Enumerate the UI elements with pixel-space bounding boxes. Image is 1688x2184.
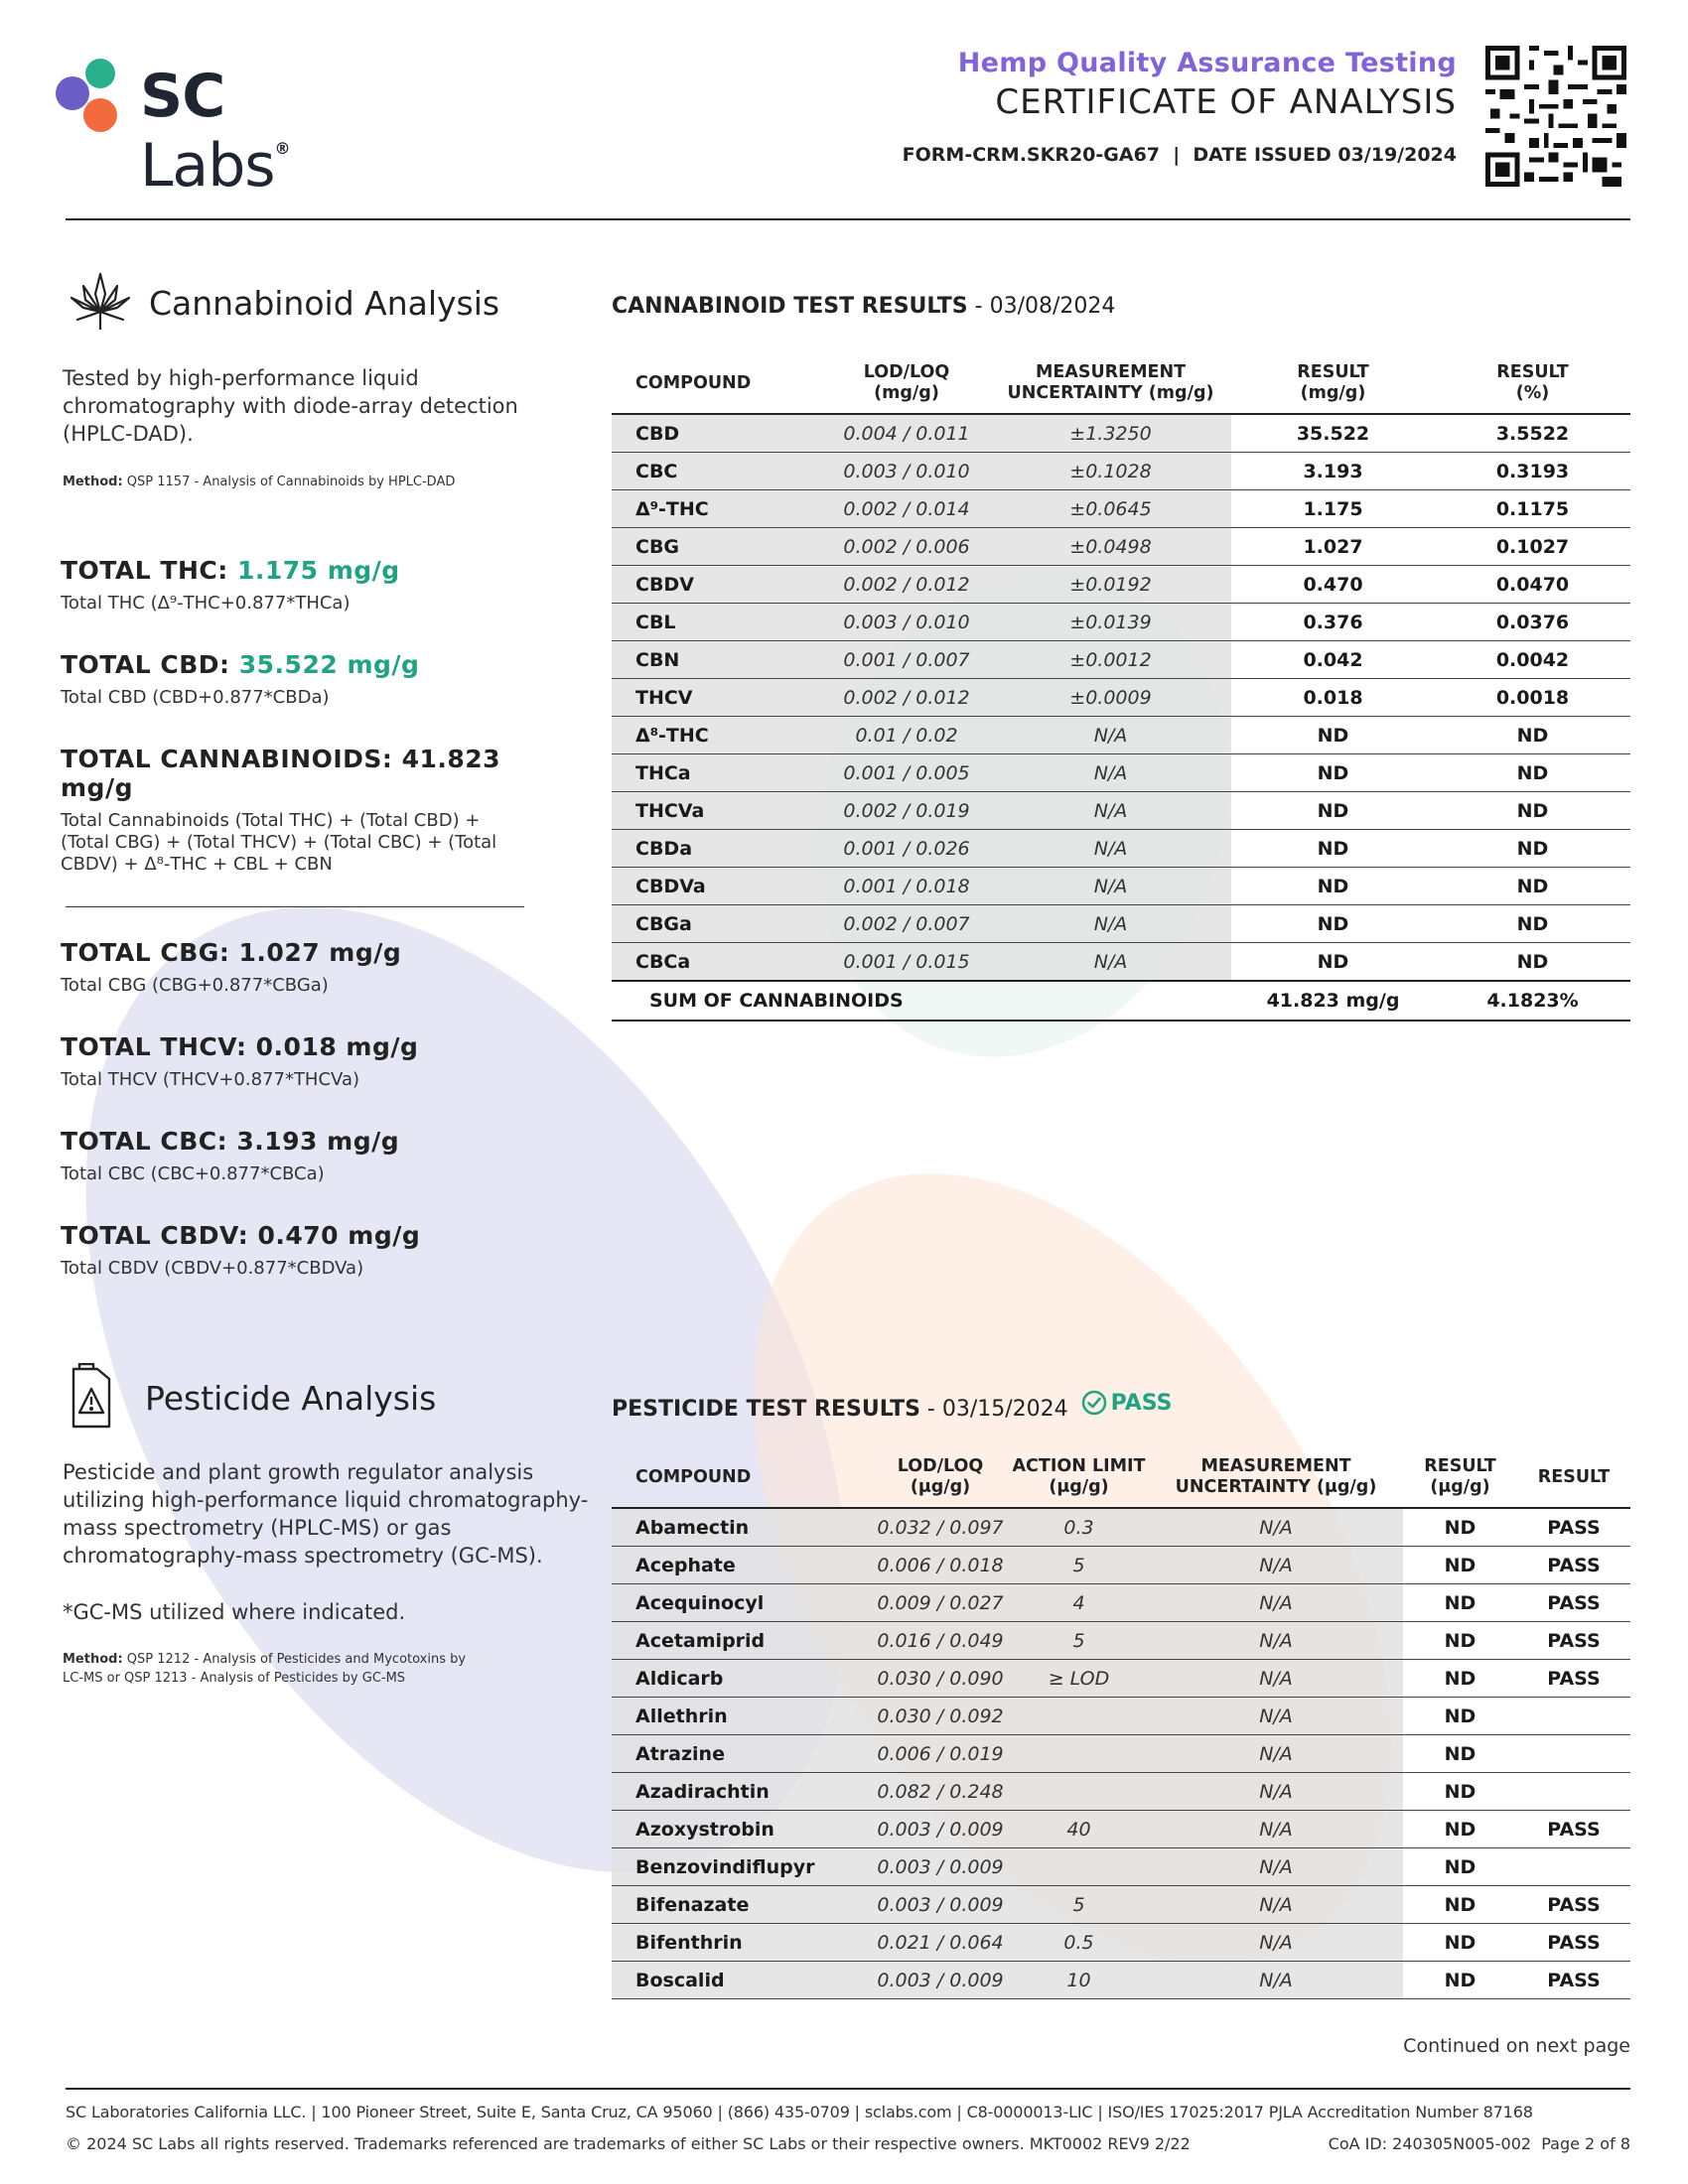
pesticide-container-icon <box>66 1363 117 1433</box>
table-row: Acequinocyl 0.009 / 0.027 4 N/A ND PASS <box>612 1584 1630 1622</box>
table-row: THCVa 0.002 / 0.019 N/A ND ND <box>612 792 1630 830</box>
total-cbg: TOTAL CBG: 1.027 mg/g Total CBG (CBG+0.877*CBGa) <box>61 938 402 996</box>
header-titles <box>903 48 1457 166</box>
header-kicker: Hemp Quality Assurance Testing <box>957 48 1457 78</box>
table-row: CBL 0.003 / 0.010 ±0.0139 0.376 0.0376 <box>612 604 1630 641</box>
cannabinoid-method: Method: QSP 1157 - Analysis of Cannabinoids by HPLC-DAD <box>63 475 456 489</box>
form-issue-line: FORM-CRM.SKR20-GA67 | DATE ISSUED 03/19/2024 <box>902 144 1457 166</box>
column-header: RESULT (μg/g) <box>1403 1447 1517 1508</box>
footer-address: SC Laboratories California LLC. | 100 Pioneer Street, Suite E, Santa Cruz, CA 95060 | (866) 435-0709 | sclabs.com | C8-0000013-LIC | ISO/IES 17025:2017 PJLA Accreditation Number 87168 <box>66 2103 1533 2121</box>
total-cannabinoids-value: 41.823 mg/g <box>61 745 501 802</box>
total-cbdv: TOTAL CBDV: 0.470 mg/g Total CBDV (CBDV+0.877*CBDVa) <box>61 1221 421 1279</box>
table-row: CBC 0.003 / 0.010 ±0.1028 3.193 0.3193 <box>612 453 1630 490</box>
qr-code-icon[interactable] <box>1485 46 1626 187</box>
table-row: CBDV 0.002 / 0.012 ±0.0192 0.470 0.0470 <box>612 566 1630 604</box>
table-row: CBDVa 0.001 / 0.018 N/A ND ND <box>612 868 1630 905</box>
table-row: Atrazine 0.006 / 0.019 N/A ND <box>612 1735 1630 1773</box>
pesticide-heading <box>66 1363 436 1433</box>
column-header: RESULT (mg/g) <box>1231 353 1435 414</box>
sum-pct: 4.1823% <box>1435 981 1630 1021</box>
table-row: Bifenthrin 0.021 / 0.064 0.5 N/A ND PASS <box>612 1924 1630 1962</box>
total-cannabinoids: TOTAL CANNABINOIDS: 41.823 mg/g Total Cannabinoids (Total THC) + (Total CBD) + (Total CBG) + (Total THCV) + (Total CBC) + (Total CBDV) + Δ⁸-THC + CBL + CBN <box>61 745 501 875</box>
total-thcv: TOTAL THCV: 0.018 mg/g Total THCV (THCV+0.877*THCVa) <box>61 1032 419 1090</box>
sc-labs-logo[interactable] <box>55 56 372 201</box>
table-row: Allethrin 0.030 / 0.092 N/A ND <box>612 1698 1630 1735</box>
sum-row <box>612 981 1630 1021</box>
column-header: ACTION LIMIT (μg/g) <box>1009 1447 1149 1508</box>
header-rule <box>66 218 1630 220</box>
table-row: THCa 0.001 / 0.005 N/A ND ND <box>612 754 1630 792</box>
column-header: COMPOUND <box>612 1447 872 1508</box>
cannabinoid-table-title: CANNABINOID TEST RESULTS - 03/08/2024 <box>612 294 1116 319</box>
column-header: RESULT (%) <box>1435 353 1630 414</box>
table-row: Benzovindiflupyr 0.003 / 0.009 N/A ND <box>612 1848 1630 1886</box>
sum-mg: 41.823 mg/g <box>1231 981 1435 1021</box>
total-cbd: TOTAL CBD: 35.522 mg/g Total CBD (CBD+0.877*CBDa) <box>61 650 420 708</box>
table-row: THCV 0.002 / 0.012 ±0.0009 0.018 0.0018 <box>612 679 1630 717</box>
sum-label: SUM OF CANNABINOIDS <box>612 981 1231 1021</box>
table-row: Azoxystrobin 0.003 / 0.009 40 N/A ND PASS <box>612 1811 1630 1848</box>
table-row: Δ⁸-THC 0.01 / 0.02 N/A ND ND <box>612 717 1630 754</box>
footer-coa-id: CoA ID: 240305N005-002 Page 2 of 8 <box>1328 2134 1630 2153</box>
column-header: LOD/LOQ (μg/g) <box>872 1447 1009 1508</box>
totals-divider <box>66 906 524 907</box>
footer-rule <box>66 2088 1630 2090</box>
column-header: RESULT <box>1517 1447 1630 1508</box>
continued-note: Continued on next page <box>1403 2035 1630 2057</box>
check-circle-icon <box>1081 1390 1107 1416</box>
cannabinoid-results-table <box>612 353 1630 1022</box>
footer-copyright: © 2024 SC Labs all rights reserved. Trademarks referenced are trademarks of either SC Labs or their respective owners. MKT0002 REV9 2/22 <box>66 2134 1191 2153</box>
column-header: COMPOUND <box>612 353 823 414</box>
pass-badge <box>1081 1390 1173 1416</box>
logo-wordmark: SC Labs® <box>140 62 290 201</box>
table-row: CBD 0.004 / 0.011 ±1.3250 35.522 3.5522 <box>612 414 1630 453</box>
cannabinoid-description: Tested by high-performance liquid chromatography with diode-array detection (HPLC-DAD). <box>63 366 518 446</box>
table-row: Abamectin 0.032 / 0.097 0.3 N/A ND PASS <box>612 1508 1630 1547</box>
gc-ms-note: *GC-MS utilized where indicated. <box>63 1600 406 1624</box>
table-row: Bifenazate 0.003 / 0.009 5 N/A ND PASS <box>612 1886 1630 1924</box>
total-cbd-value: 35.522 mg/g <box>238 650 420 679</box>
table-row: Δ⁹-THC 0.002 / 0.014 ±0.0645 1.175 0.1175 <box>612 490 1630 528</box>
logo-dots-icon <box>55 56 134 135</box>
table-row: Azadirachtin 0.082 / 0.248 N/A ND <box>612 1773 1630 1811</box>
pesticide-table-title: PESTICIDE TEST RESULTS - 03/15/2024 PASS <box>612 1390 1173 1422</box>
cannabinoid-title: Cannabinoid Analysis <box>149 283 500 323</box>
table-row: Acephate 0.006 / 0.018 5 N/A ND PASS <box>612 1547 1630 1584</box>
table-row: CBDa 0.001 / 0.026 N/A ND ND <box>612 830 1630 868</box>
table-row: Boscalid 0.003 / 0.009 10 N/A ND PASS <box>612 1962 1630 1999</box>
footer-legal <box>66 2134 1630 2153</box>
document-title: CERTIFICATE OF ANALYSIS <box>995 82 1457 122</box>
table-row: CBGa 0.002 / 0.007 N/A ND ND <box>612 905 1630 943</box>
column-header: MEASUREMENT UNCERTAINTY (mg/g) <box>990 353 1231 414</box>
column-header: LOD/LOQ (mg/g) <box>823 353 990 414</box>
table-row: CBG 0.002 / 0.006 ±0.0498 1.027 0.1027 <box>612 528 1630 566</box>
pass-label: PASS <box>1110 1390 1173 1416</box>
total-cbc: TOTAL CBC: 3.193 mg/g Total CBC (CBC+0.877*CBCa) <box>61 1127 400 1184</box>
total-thc: TOTAL THC: 1.175 mg/g Total THC (Δ⁹-THC+0.877*THCa) <box>61 556 400 614</box>
table-row: Aldicarb 0.030 / 0.090 ≥ LOD N/A ND PASS <box>612 1660 1630 1698</box>
table-row: Acetamiprid 0.016 / 0.049 5 N/A ND PASS <box>612 1622 1630 1660</box>
pesticide-title: Pesticide Analysis <box>145 1378 437 1418</box>
pesticide-method: Method: QSP 1212 - Analysis of Pesticides and Mycotoxins by LC-MS or QSP 1213 - Analysis of Pesticides by GC-MS <box>63 1652 467 1686</box>
pesticide-results-table <box>612 1447 1630 1999</box>
cannabis-leaf-icon <box>66 268 135 338</box>
cannabinoid-heading <box>66 268 499 338</box>
total-thc-value: 1.175 mg/g <box>236 556 400 585</box>
pesticide-description: Pesticide and plant growth regulator analysis utilizing high-performance liquid chromatography-mass spectrometry (HPLC-MS) or gas chromatography-mass spectrometry (GC-MS). <box>63 1460 589 1568</box>
column-header: MEASUREMENT UNCERTAINTY (μg/g) <box>1149 1447 1403 1508</box>
table-row: CBCa 0.001 / 0.015 N/A ND ND <box>612 943 1630 982</box>
table-row: CBN 0.001 / 0.007 ±0.0012 0.042 0.0042 <box>612 641 1630 679</box>
